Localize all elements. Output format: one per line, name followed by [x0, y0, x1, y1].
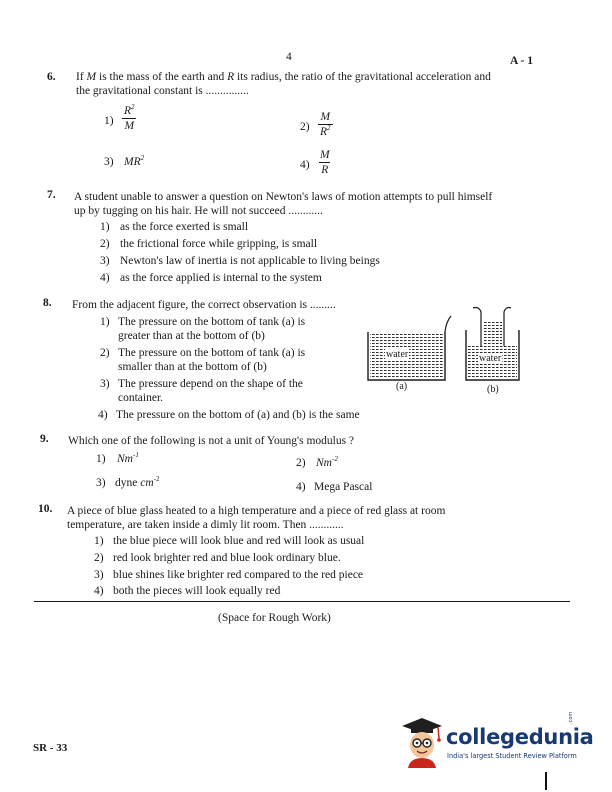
option-label: 2): [300, 121, 310, 133]
option-label: 1): [104, 115, 114, 127]
option-label: 3): [94, 569, 104, 581]
option-text: as the force exerted is small: [120, 221, 249, 233]
option-label: 2): [94, 552, 104, 564]
water-label-a: water: [386, 349, 409, 360]
option-text: dyne $cm^{-2}$: [115, 475, 160, 489]
option-text: blue shines like brighter red compared to the red piece: [113, 569, 364, 581]
option-label: 2): [100, 347, 110, 359]
question-text: up by tugging on his hair. He will not succeed ............: [74, 205, 323, 217]
brand-suffix: .com: [568, 711, 574, 724]
option-text: container.: [118, 392, 164, 404]
option-text: The pressure on the bottom of (a) and (b) is the same: [116, 409, 360, 421]
option-label: 2): [100, 238, 110, 250]
option-label: 4): [98, 409, 108, 421]
water-label-b: water: [479, 353, 502, 364]
option-text: $Nm^{-1}$: [117, 451, 139, 465]
brand-tagline: India's largest Student Review Platform: [447, 752, 577, 760]
option-label: 4): [300, 159, 310, 171]
option-label: 2): [296, 457, 306, 469]
question-number: 7.: [47, 189, 56, 201]
tank-b-neck-water: [483, 322, 502, 346]
question-text: If M is the mass of the earth and R its radius, the ratio of the gravitational acceleration and: [76, 71, 491, 83]
question-number: 6.: [47, 71, 56, 83]
option-text: The pressure depend on the shape of the: [118, 378, 303, 390]
scan-mark: [545, 772, 547, 790]
option-label: 1): [100, 221, 110, 233]
brand-name: collegedunia: [446, 725, 594, 749]
option-text: both the pieces will look equally red: [113, 585, 281, 597]
option-3-text: $MR^2$: [124, 154, 145, 168]
tank-b-label: (b): [487, 384, 499, 395]
tank-a-lip: [445, 316, 451, 332]
question-text: temperature, are taken inside a dimly lit room. Then ............: [67, 519, 344, 531]
option-label: 3): [100, 255, 110, 267]
question-text: the gravitational constant is ...............: [76, 85, 249, 97]
tank-a: [368, 316, 451, 380]
option-text: $Nm^{-2}$: [316, 455, 338, 469]
option-label: 1): [96, 453, 106, 465]
option-label: 3): [104, 156, 114, 168]
tank-b-neck-left: [473, 308, 481, 347]
option-2-fraction: $\frac{M}{R^2}$: [320, 111, 331, 139]
footer-code: SR - 33: [33, 742, 68, 754]
option-1-fraction: $\frac{R^2}{M}$: [124, 103, 135, 133]
set-code: A - 1: [510, 55, 533, 67]
option-text: Mega Pascal: [314, 481, 373, 493]
option-label: 4): [296, 481, 306, 493]
option-label: 4): [100, 272, 110, 284]
option-label: 4): [94, 585, 104, 597]
option-text: greater than at the bottom of (b): [118, 330, 265, 342]
question-text: A piece of blue glass heated to a high temperature and a piece of red glass at room: [67, 505, 446, 517]
question-number: 10.: [38, 503, 53, 515]
mascot-icon: [398, 712, 444, 768]
option-4-fraction: $\frac{M}{R}$: [320, 149, 330, 177]
question-number: 8.: [43, 297, 52, 309]
tank-b-neck-right: [504, 308, 511, 347]
option-text: Newton's law of inertia is not applicable to living beings: [120, 255, 380, 267]
option-label: 3): [100, 378, 110, 390]
option-label: 1): [94, 535, 104, 547]
option-text: red look brighter red and blue look ordinary blue.: [113, 552, 341, 564]
option-text: the blue piece will look blue and red will look as usual: [113, 535, 365, 547]
option-text: smaller than at the bottom of (b): [118, 361, 267, 373]
question-text: From the adjacent figure, the correct observation is .........: [72, 299, 336, 311]
section-divider: [34, 601, 570, 602]
option-text: the frictional force while gripping, is small: [120, 238, 318, 250]
question-text: Which one of the following is not a unit of Young's modulus ?: [68, 435, 355, 447]
tank-a-label: (a): [396, 381, 408, 392]
tank-b: [466, 308, 519, 381]
question-number: 9.: [40, 433, 49, 445]
option-text: The pressure on the bottom of tank (a) is: [118, 347, 306, 359]
option-text: as the force applied is internal to the system: [120, 272, 322, 284]
option-text: The pressure on the bottom of tank (a) is: [118, 316, 306, 328]
question-text: A student unable to answer a question on Newton's laws of motion attempts to pull himself: [74, 191, 493, 203]
option-label: 1): [100, 316, 110, 328]
rough-work-label: (Space for Rough Work): [218, 612, 331, 624]
page-number: 4: [286, 51, 292, 63]
option-label: 3): [96, 477, 106, 489]
